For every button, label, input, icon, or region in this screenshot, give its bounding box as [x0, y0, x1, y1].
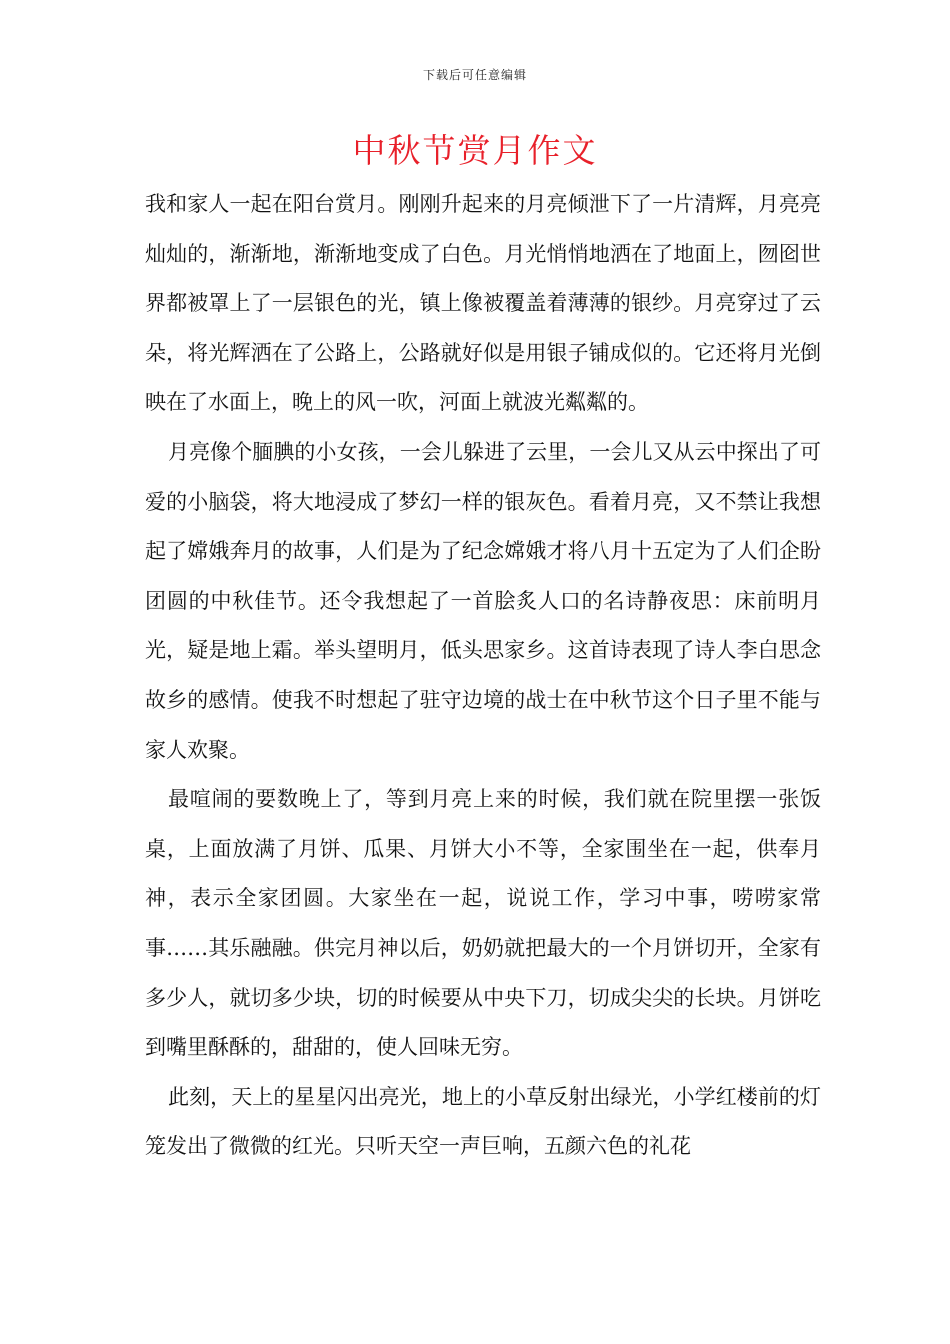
essay-body: [145, 180, 821, 1172]
page-title: 中秋节赏月作文: [352, 131, 598, 170]
paragraph-2: 月亮像个腼腆的小女孩，一会儿躲进了云里，一会儿又从云中探出了可爱的小脑袋，将大地浸成了梦幻一样的银灰色。看着月亮，又不禁让我想起了嫦娥奔月的故事，人们是为了纪念嫦娥才将八月十五定为了人们企盼团圆的中秋佳节。还令我想起了一首脍炙人口的名诗静夜思：床前明月光，疑是地上霜。举头望明月，低头思家乡。这首诗表现了诗人李白思念故乡的感情。使我不时想起了驻守边境的战士在中秋节这个日子里不能与家人欢聚。: [145, 439, 821, 762]
paragraph-4: 此刻，天上的星星闪出亮光，地上的小草反射出绿光，小学红楼前的灯笼发出了微微的红光。只听天空一声巨响，五颜六色的礼花: [145, 1084, 821, 1159]
paragraph-3: 最喧闹的要数晚上了，等到月亮上来的时候，我们就在院里摆一张饭桌，上面放满了月饼、瓜果、月饼大小不等，全家围坐在一起，供奉月神，表示全家团圆。大家坐在一起，说说工作，学习中事，唠唠家常事……其乐融融。供完月神以后，奶奶就把最大的一个月饼切开，全家有多少人，就切多少块，切的时候要从中央下刀，切成尖尖的长块。月饼吃到嘴里酥酥的，甜甜的，使人回味无穷。: [145, 787, 821, 1060]
header-note: 下载后可任意编辑: [422, 68, 527, 82]
paragraph-1: 我和家人一起在阳台赏月。刚刚升起来的月亮倾泄下了一片清辉，月亮亮灿灿的，渐渐地，渐渐地变成了白色。月光悄悄地洒在了地面上，囫囵世界都被罩上了一层银色的光，镇上像被覆盖着薄薄的银纱。月亮穿过了云朵，将光辉洒在了公路上，公路就好似是用银子铺成似的。它还将月光倒映在了水面上，晚上的风一吹，河面上就波光粼粼的。: [145, 192, 821, 415]
